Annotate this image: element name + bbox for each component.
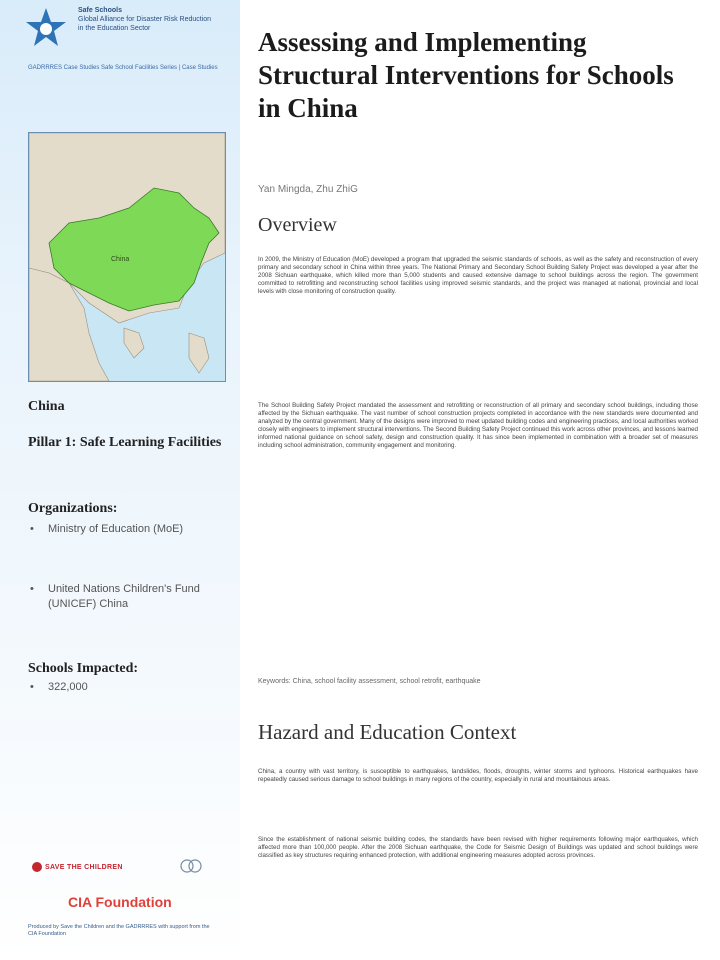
main-content <box>252 0 708 960</box>
hazard-heading: Hazard and Education Context <box>258 720 517 744</box>
sidebar <box>0 0 240 960</box>
organizations-heading: Organizations: <box>28 501 118 516</box>
overview-paragraph-1: In 2009, the Ministry of Education (MoE) developed a program that upgraded the seismic standards of schools, as well as the safety and reconstruction of every primary and secondary school in China within three years. The National Primary and Secondary School Building Safety Project was developed a year after the 2008 Sichuan earthquake, which killed more than 5,000 students and caused extensive damage to school buildings across the region. The government committed to retrofitting and reconstructing school facilities using improved seismic standards, and the project was managed at national, provincial and local levels with close monitoring of construction quality. <box>258 256 698 296</box>
page-title: Assessing and Implementing Structural Interventions for Schools in China <box>258 27 674 123</box>
authors: Yan Mingda, Zhu ZhiG <box>258 184 358 195</box>
rings-logo-icon <box>178 856 208 876</box>
heart-icon <box>32 862 42 872</box>
map-graphic <box>29 133 225 381</box>
series-subtext: GADRRRES Case Studies Safe School Facilities Series | Case Studies <box>28 65 218 71</box>
org-item-unicef-label: United Nations Children's Fund (UNICEF) China <box>48 583 200 610</box>
logo-row <box>20 6 248 52</box>
pillar-heading: Pillar 1: Safe Learning Facilities <box>28 435 222 450</box>
schools-impacted-value: • 322,000 <box>30 681 88 693</box>
star-logo-icon <box>20 6 72 52</box>
save-the-children-logo <box>32 862 123 872</box>
map-country-label: China <box>111 256 130 263</box>
footer-logos <box>28 856 218 916</box>
country-heading: China <box>28 399 65 414</box>
hazard-paragraph-1: China, a country with vast territory, is susceptible to earthquakes, landslides, floods, droughts, winter storms and typhoons. Historical earthquakes have repeatedly caused serious damage to school buildings in many regions of the country, especially in rural and mountainous areas. <box>258 768 698 784</box>
china-map <box>28 132 226 382</box>
logo-line-1: Safe Schools <box>78 7 122 14</box>
schools-impacted-label: 322,000 <box>48 681 88 693</box>
logo-line-2: Global Alliance for Disaster Risk Reduction <box>78 16 212 23</box>
schools-impacted-heading: Schools Impacted: <box>28 661 139 676</box>
org-item-moe: • Ministry of Education (MoE) <box>34 522 204 537</box>
org-item-unicef: • United Nations Children's Fund (UNICEF) China <box>34 582 204 612</box>
cia-foundation-logo: CIA Foundation <box>68 894 172 910</box>
overview-paragraph-2: The School Building Safety Project mandated the assessment and retrofitting or reconstruction of all primary and secondary school buildings, including those affected by the Sichuan earthquake. The vast number of school construction projects completed in accordance with the new standards were documented and analyzed by the central government. Many of the designs were improved to meet updated building codes and engineering practices, and local authorities worked closely with engineers to implement structural interventions. The Second Building Safety Project continued this work across other provinces, and lessons learned informed national guidance on school safety, design and construction quality. It has since been implemented in combination with a broader set of measures including school administration, community engagement and monitoring. <box>258 402 698 450</box>
keywords: Keywords: China, school facility assessment, school retrofit, earthquake <box>258 678 481 685</box>
org-item-moe-label: Ministry of Education (MoE) <box>48 523 184 535</box>
logo-text <box>78 6 248 33</box>
footer-note: Produced by Save the Children and the GADRRRES with support from the CIA Foundation <box>28 924 210 937</box>
hazard-paragraph-2: Since the establishment of national seismic building codes, the standards have been revised with higher requirements following major earthquakes, which affected more than 100,000 people. After the 2008 Sichuan earthquake, the Code for Seismic Design of Buildings was updated and school buildings were classified as key structures requiring enhanced protection, with additional engineering measures adopted across provinces. <box>258 836 698 860</box>
save-logo-text: SAVE THE CHILDREN <box>45 863 123 871</box>
logo-line-3: in the Education Sector <box>78 25 151 32</box>
overview-heading: Overview <box>258 214 337 236</box>
